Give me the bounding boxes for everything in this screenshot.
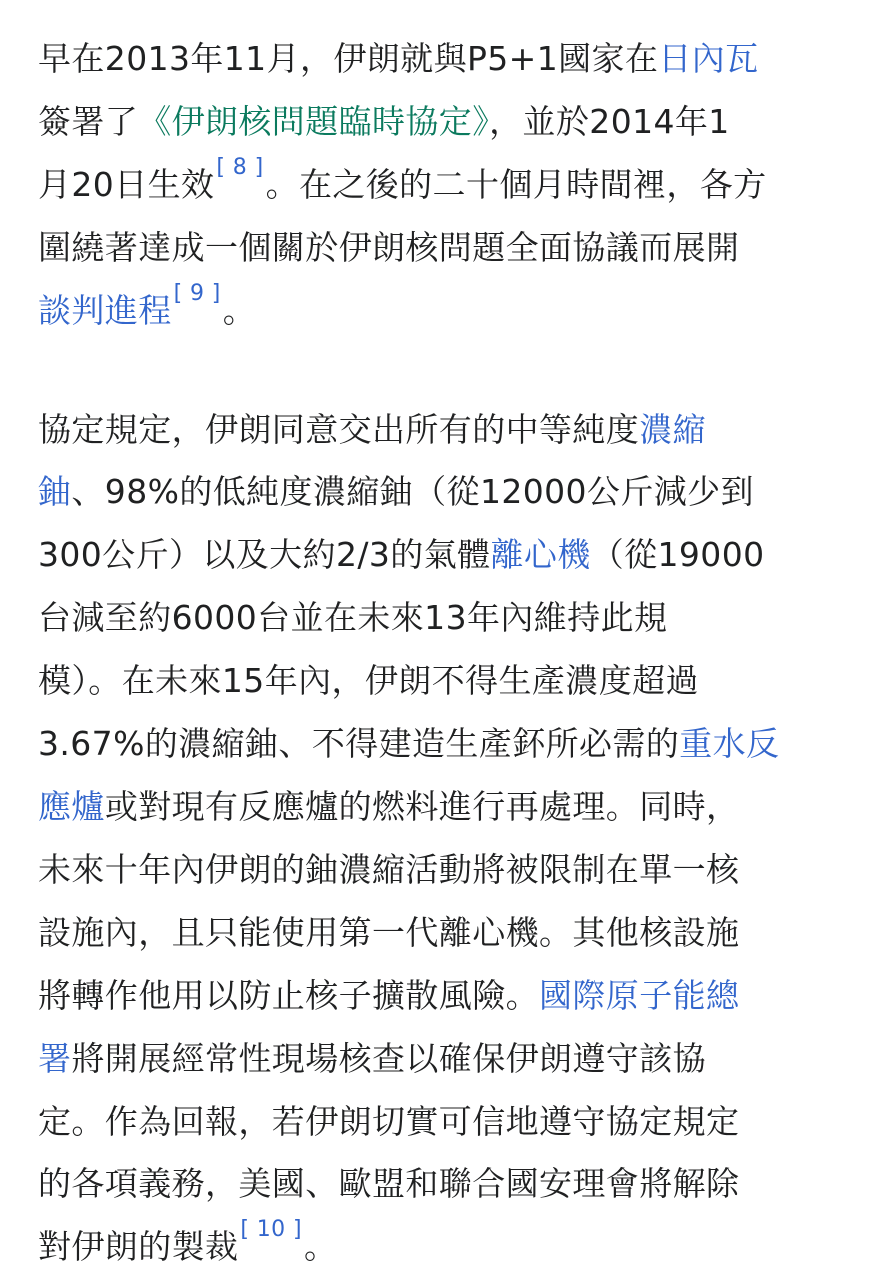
text-line — [38, 1028, 848, 1091]
paragraph-interim-agreement — [38, 28, 848, 343]
text-run: ，並於2014年1 — [489, 101, 730, 141]
text-run: 。 — [303, 1227, 338, 1267]
text-line — [38, 524, 848, 587]
link-iaea[interactable]: 國際原子能總 — [539, 975, 740, 1015]
text-run: 對伊朗的製裁 — [38, 1227, 239, 1267]
reference-link[interactable]: [ 10 ] — [240, 1217, 302, 1243]
text-run: 簽署了 — [38, 101, 139, 141]
link-negotiations[interactable]: 談判進程 — [38, 290, 172, 330]
text-line: 圍繞著達成一個關於伊朗核問題全面協議而展開 — [38, 227, 740, 267]
text-line: 模）。在未來15年內，伊朗不得生產濃度超過 — [38, 661, 699, 701]
text-line — [38, 776, 848, 839]
reference-8[interactable] — [216, 155, 263, 180]
text-run: 將開展經常性現場核查以確保伊朗遵守該協 — [71, 1038, 707, 1078]
text-line — [38, 91, 848, 154]
text-line: 的各項義務，美國、歐盟和聯合國安理會將解除 — [38, 1164, 740, 1204]
link-heavy-water-reactor[interactable]: 應爐 — [38, 786, 105, 826]
text-run: 或對現有反應爐的燃料進行再處理。同時， — [104, 786, 740, 826]
text-line — [38, 1216, 848, 1279]
text-run: 、98%的低純度濃縮鈾（從12000公斤減少到 — [71, 472, 754, 512]
link-heavy-water-reactor[interactable]: 重水反 — [679, 724, 780, 764]
text-run: 早在2013年11月，伊朗就與P5+1國家在 — [38, 39, 659, 78]
link-enriched-uranium[interactable]: 濃縮 — [639, 409, 707, 449]
link-iaea[interactable]: 署 — [38, 1038, 72, 1078]
text-run: 。在之後的二十個月時間裡，各方 — [265, 164, 767, 204]
reference-link[interactable]: [ 8 ] — [216, 154, 264, 180]
text-run: 協定規定，伊朗同意交出所有的中等純度 — [38, 409, 640, 449]
text-run: 300公斤）以及大約2/3的氣體 — [38, 535, 491, 575]
link-centrifuge[interactable]: 離心機 — [490, 535, 591, 575]
reference-10[interactable] — [240, 1217, 302, 1242]
link-interim-agreement[interactable]: 《伊朗核問題臨時協定》 — [138, 101, 490, 141]
text-line: 台減至約6000台並在未來13年內維持此規 — [38, 598, 668, 638]
paragraph-agreement-terms — [38, 399, 848, 1280]
text-run: 3.67%的濃縮鈾、不得建造生產鈈所必需的 — [38, 724, 680, 764]
text-line: 定。作為回報，若伊朗切實可信地遵守協定規定 — [38, 1101, 740, 1141]
text-line — [38, 154, 848, 217]
link-geneva[interactable]: 日內瓦 — [658, 39, 759, 78]
text-line — [38, 399, 848, 462]
text-line — [38, 713, 848, 776]
reference-9[interactable] — [174, 281, 221, 306]
text-run: 月20日生效 — [38, 164, 215, 204]
text-run: 。 — [222, 290, 257, 330]
text-run: 將轉作他用以防止核子擴散風險。 — [38, 975, 539, 1015]
article-body — [38, 28, 848, 1279]
link-enriched-uranium[interactable]: 鈾 — [38, 472, 72, 512]
text-run: （從19000 — [590, 535, 765, 575]
text-line: 設施內，且只能使用第一代離心機。其他核設施 — [38, 912, 740, 952]
text-line — [38, 965, 848, 1028]
reference-link[interactable]: [ 9 ] — [173, 280, 221, 306]
text-line — [38, 28, 848, 91]
text-line: 未來十年內伊朗的鈾濃縮活動將被限制在單一核 — [38, 849, 740, 889]
text-line — [38, 461, 848, 524]
text-line — [38, 280, 848, 343]
